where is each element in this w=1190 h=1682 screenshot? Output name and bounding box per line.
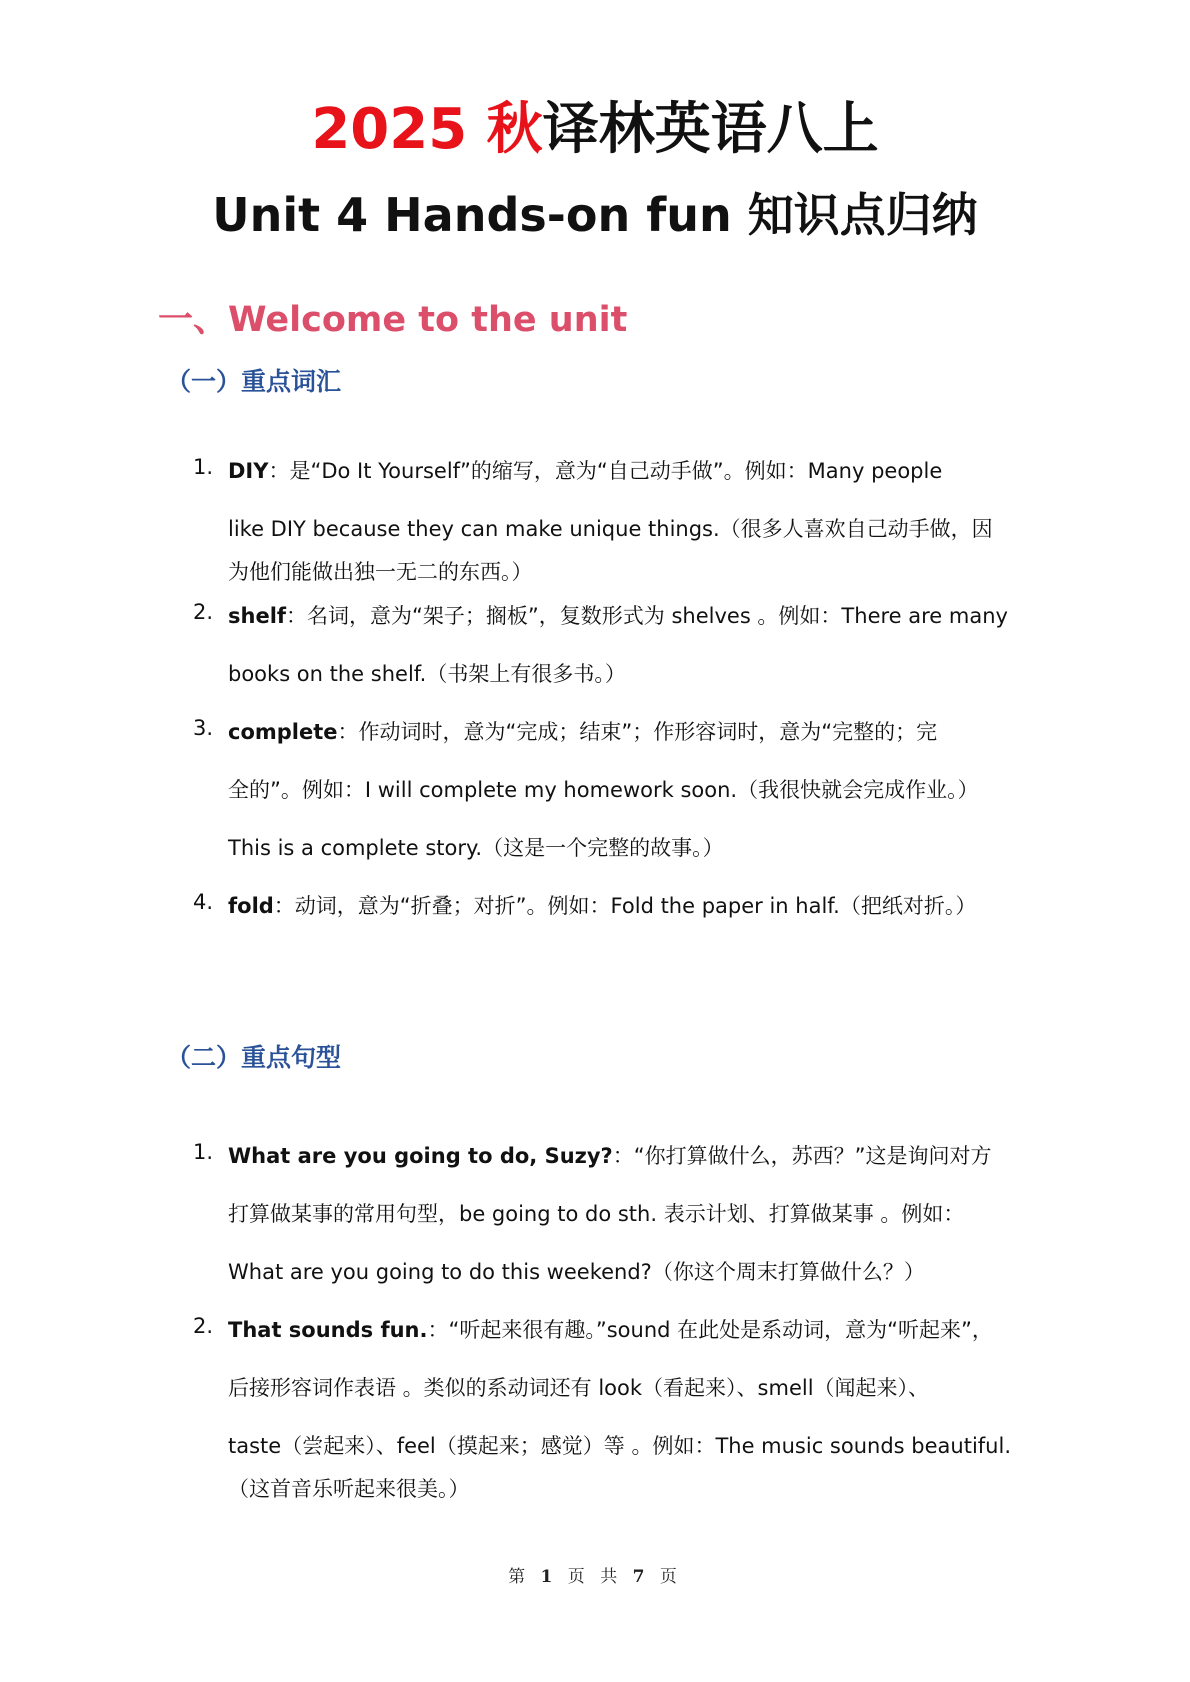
sentence-text: ：“听起来很有趣。”sound 在此处是系动词，意为“听起来”， xyxy=(427,1318,993,1342)
vocab-line: books on the shelf.（书架上有很多书。） xyxy=(228,662,626,686)
vocab-line: 为他们能做出独一无二的东西。） xyxy=(228,560,533,584)
subsection-heading-sentences: （二）重点句型 xyxy=(166,1043,342,1072)
vocab-line: This is a complete story.（这是一个完整的故事。） xyxy=(228,836,724,860)
footer-text: 页 共 xyxy=(567,1567,623,1587)
title-year: 2025 xyxy=(311,97,468,162)
page-number: 1 xyxy=(540,1567,558,1587)
page-footer xyxy=(0,1562,1190,1587)
document-title xyxy=(0,88,1190,172)
sentence-line: What are you going to do this weekend?（你这个周末打算做什么？） xyxy=(228,1260,925,1284)
sentence-line: taste（尝起来）、feel（摸起来；感觉）等 。例如：The music sounds beautiful. xyxy=(228,1434,1011,1458)
vocab-text: ：作动词时，意为“完成；结束”；作形容词时，意为“完整的；完 xyxy=(337,720,938,744)
title-season: 秋 xyxy=(486,97,543,162)
vocab-term: complete xyxy=(228,720,338,744)
vocab-line xyxy=(228,716,1028,746)
footer-text: 第 xyxy=(508,1567,531,1587)
vocab-line xyxy=(228,455,1028,485)
list-number: 1. xyxy=(193,1140,214,1164)
vocab-line: like DIY because they can make unique things.（很多人喜欢自己动手做，因 xyxy=(228,517,993,541)
sentence-term: What are you going to do, Suzy? xyxy=(228,1144,613,1168)
sentence-line: （这首音乐听起来很美。） xyxy=(228,1477,470,1501)
list-number: 2. xyxy=(193,600,214,624)
total-pages: 7 xyxy=(632,1567,650,1587)
footer-text: 页 xyxy=(659,1567,682,1587)
sentence-line: 打算做某事的常用句型，be going to do sth. 表示计划、打算做某事 。例如： xyxy=(228,1202,965,1226)
sentence-line xyxy=(228,1140,1028,1170)
vocab-text: ：动词，意为“折叠；对折”。例如：Fold the paper in half.（把纸对折。） xyxy=(273,894,977,918)
vocab-text: ：名词，意为“架子；搁板”，复数形式为 shelves 。例如：There are many xyxy=(286,604,1008,628)
list-number: 4. xyxy=(193,890,214,914)
subsection-heading-vocab: （一）重点词汇 xyxy=(166,367,342,396)
list-number: 1. xyxy=(193,455,214,479)
vocab-term: DIY xyxy=(228,459,269,483)
vocab-term: shelf xyxy=(228,604,287,628)
title-rest: 译林英语八上 xyxy=(542,97,879,162)
list-number: 3. xyxy=(193,716,214,740)
sentence-text: ：“你打算做什么，苏西？”这是询问对方 xyxy=(612,1144,992,1168)
vocab-term: fold xyxy=(228,894,274,918)
sentence-line: 后接形容词作表语 。类似的系动词还有 look（看起来）、smell（闻起来）、 xyxy=(228,1376,930,1400)
sentence-term: That sounds fun. xyxy=(228,1318,428,1342)
section-heading-welcome: 一、Welcome to the unit xyxy=(158,300,628,340)
list-number: 2. xyxy=(193,1314,214,1338)
vocab-text: ：是“Do It Yourself”的缩写，意为“自己动手做”。例如：Many people xyxy=(268,459,943,483)
sentence-line xyxy=(228,1314,1028,1344)
vocab-line xyxy=(228,600,1028,630)
document-subtitle: Unit 4 Hands-on fun 知识点归纳 xyxy=(212,188,978,242)
vocab-line: 全的”。例如：I will complete my homework soon.（我很快就会完成作业。） xyxy=(228,778,979,802)
vocab-line xyxy=(228,890,1028,920)
